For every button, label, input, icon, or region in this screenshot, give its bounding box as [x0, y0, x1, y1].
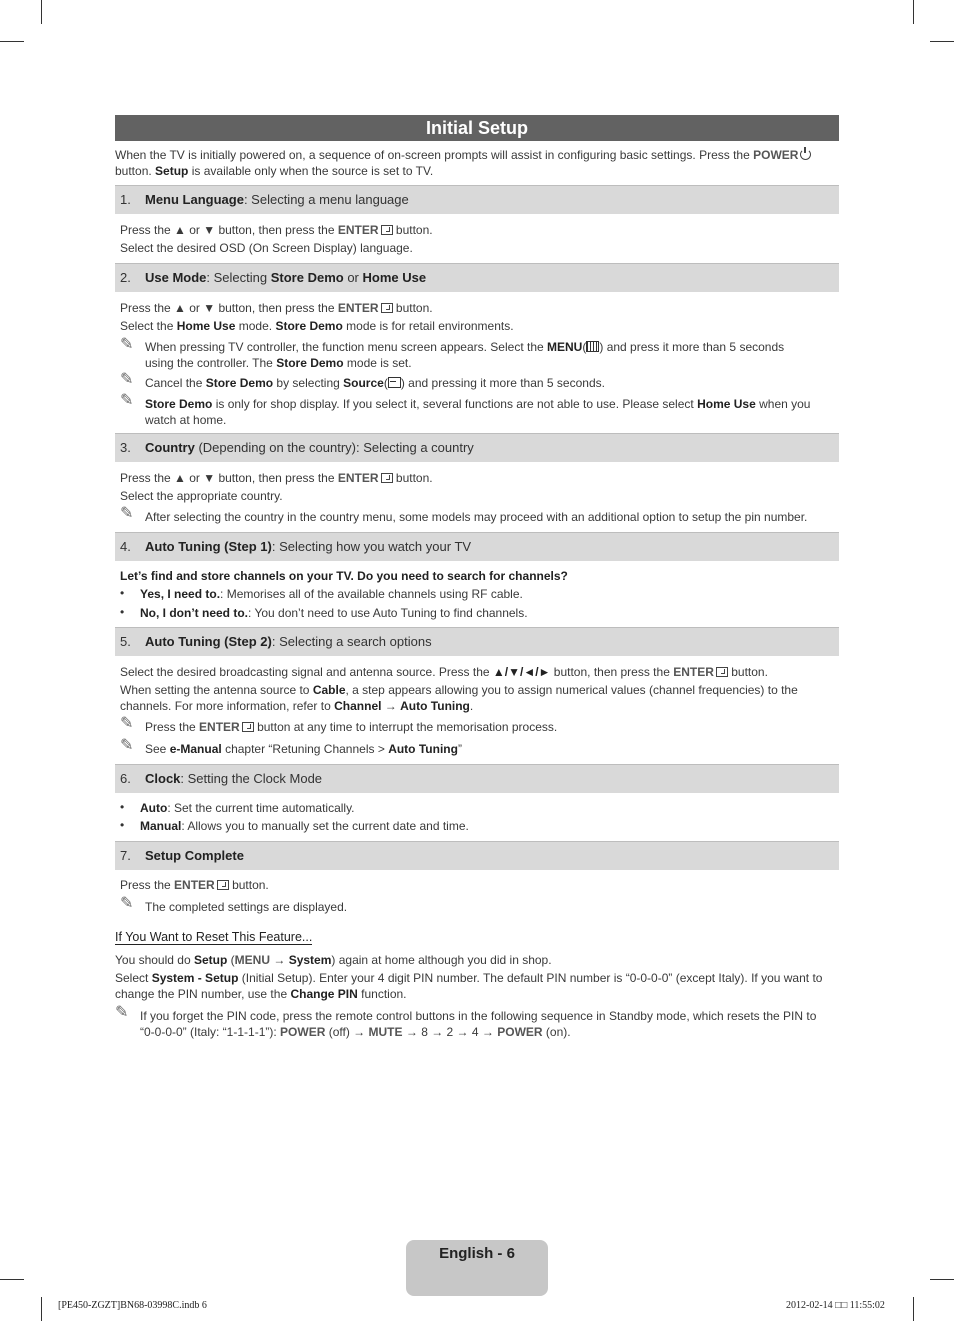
- crop-mark: [930, 1279, 954, 1280]
- crop-mark: [0, 41, 24, 42]
- intro-text: When the TV is initially powered on, a sequence of on-screen prompts will assist in configuring basic settings. Press the POWER button. Setup is available only when the source is set to TV.: [115, 147, 839, 179]
- note-pencil-icon: ✎: [120, 895, 134, 912]
- enter-icon: [217, 880, 229, 890]
- note-pencil-icon: ✎: [120, 392, 134, 409]
- crop-mark: [0, 1279, 24, 1280]
- step-7-note: The completed settings are displayed.: [145, 900, 348, 914]
- source-icon: [388, 377, 401, 388]
- power-icon: [800, 149, 811, 160]
- crop-mark: [41, 0, 42, 24]
- note-pencil-icon: ✎: [120, 336, 134, 353]
- enter-icon: [381, 303, 393, 313]
- crop-mark: [930, 41, 954, 42]
- reset-note: If you forget the PIN code, press the remote control buttons in the following sequence in Standby mode, which resets the PIN to “0-0-0-0” (Italy: “1-1-1-1”): POWER (off) → MUTE → 8 → 2 → 4 → POWER (on).: [140, 1009, 817, 1039]
- note-pencil-icon: ✎: [120, 505, 134, 522]
- footer-file-info: [PE450-ZGZT]BN68-03998C.indb 6: [58, 1300, 207, 1311]
- step-5-header: 5. Auto Tuning (Step 2): Selecting a search options: [115, 627, 839, 656]
- step-3-header: 3. Country (Depending on the country): Selecting a country: [115, 433, 839, 462]
- step-6-header: 6. Clock: Setting the Clock Mode: [115, 764, 839, 793]
- step-5-line-2: When setting the antenna source to Cable, a step appears allowing you to assign numerical values (channel frequencies) to the channels. For more information, refer to Channel → Auto Tuning.: [120, 683, 798, 713]
- step-4-option-yes: Yes, I need to.: Memorises all of the available channels using RF cable.: [140, 587, 523, 601]
- crop-mark: [41, 1297, 42, 1321]
- step-7-body: Press the ENTER button.: [120, 878, 269, 892]
- step-2-header: 2. Use Mode: Selecting Store Demo or Home Use: [115, 263, 839, 292]
- step-2-line-2: Select the Home Use mode. Store Demo mode is for retail environments.: [120, 319, 514, 333]
- reset-line-2: Select System - Setup (Initial Setup). Enter your 4 digit PIN number. The default PIN number is “0-0-0-0” (except Italy). If you want to change the PIN number, use the Change PIN function.: [115, 971, 823, 1001]
- enter-icon: [242, 722, 254, 732]
- bullet: •: [120, 800, 125, 814]
- step-4-question: Let’s find and store channels on your TV. Do you need to search for channels?: [120, 569, 568, 583]
- bullet: •: [120, 818, 125, 832]
- step-1-header: 1. Menu Language: Selecting a menu language: [115, 185, 839, 214]
- step-2-note-2: Cancel the Store Demo by selecting Source( ) and pressing it more than 5 seconds.: [145, 376, 605, 390]
- note-pencil-icon: ✎: [120, 371, 134, 388]
- step-3-body: Press the ▲ or ▼ button, then press the ENTER button. Select the appropriate country.: [120, 471, 433, 503]
- step-4-header: 4. Auto Tuning (Step 1): Selecting how you watch your TV: [115, 532, 839, 561]
- step-5-note-1: Press the ENTER button at any time to interrupt the memorisation process.: [145, 720, 558, 734]
- page-title: Initial Setup: [115, 115, 839, 141]
- step-2-note-3: Store Demo is only for shop display. If you select it, several functions are not able to use. Please select Home Use when you watch at home.: [145, 397, 811, 427]
- enter-icon: [381, 225, 393, 235]
- step-4-option-no: No, I don’t need to.: You don’t need to use Auto Tuning to find channels.: [140, 606, 528, 620]
- step-2-line-1: Press the ▲ or ▼ button, then press the ENTER button.: [120, 301, 433, 315]
- reset-heading: If You Want to Reset This Feature...: [115, 930, 313, 944]
- step-2-note-1: When pressing TV controller, the function menu screen appears. Select the MENU( ) and press it more than 5 seconds using the controller. The Store Demo mode is set.: [145, 340, 785, 370]
- reset-line-1: You should do Setup (MENU → System) again at home although you did in shop.: [115, 953, 552, 967]
- footer-timestamp: 2012-02-14 □□ 11:55:02: [786, 1300, 885, 1311]
- bullet: •: [120, 586, 125, 600]
- enter-icon: [716, 667, 728, 677]
- menu-icon: [586, 341, 599, 352]
- enter-icon: [381, 473, 393, 483]
- crop-mark: [913, 0, 914, 24]
- page-number: English - 6: [439, 1245, 515, 1262]
- step-7-header: 7. Setup Complete: [115, 841, 839, 870]
- step-6-option-manual: Manual: Allows you to manually set the current date and time.: [140, 819, 469, 833]
- step-5-note-2: See e-Manual chapter “Retuning Channels > Auto Tuning”: [145, 742, 462, 756]
- bullet: •: [120, 605, 125, 619]
- note-pencil-icon: ✎: [120, 715, 134, 732]
- step-5-line-1: Select the desired broadcasting signal and antenna source. Press the ▲/▼/◄/► button, then press the ENTER button.: [120, 665, 768, 679]
- step-6-option-auto: Auto: Set the current time automatically.: [140, 801, 355, 815]
- step-3-note: After selecting the country in the country menu, some models may proceed with an additional option to setup the pin number.: [145, 510, 808, 524]
- note-pencil-icon: ✎: [120, 737, 134, 754]
- step-1-body: Press the ▲ or ▼ button, then press the ENTER button. Select the desired OSD (On Screen Display) language.: [120, 223, 433, 255]
- note-pencil-icon: ✎: [115, 1004, 129, 1021]
- crop-mark: [913, 1297, 914, 1321]
